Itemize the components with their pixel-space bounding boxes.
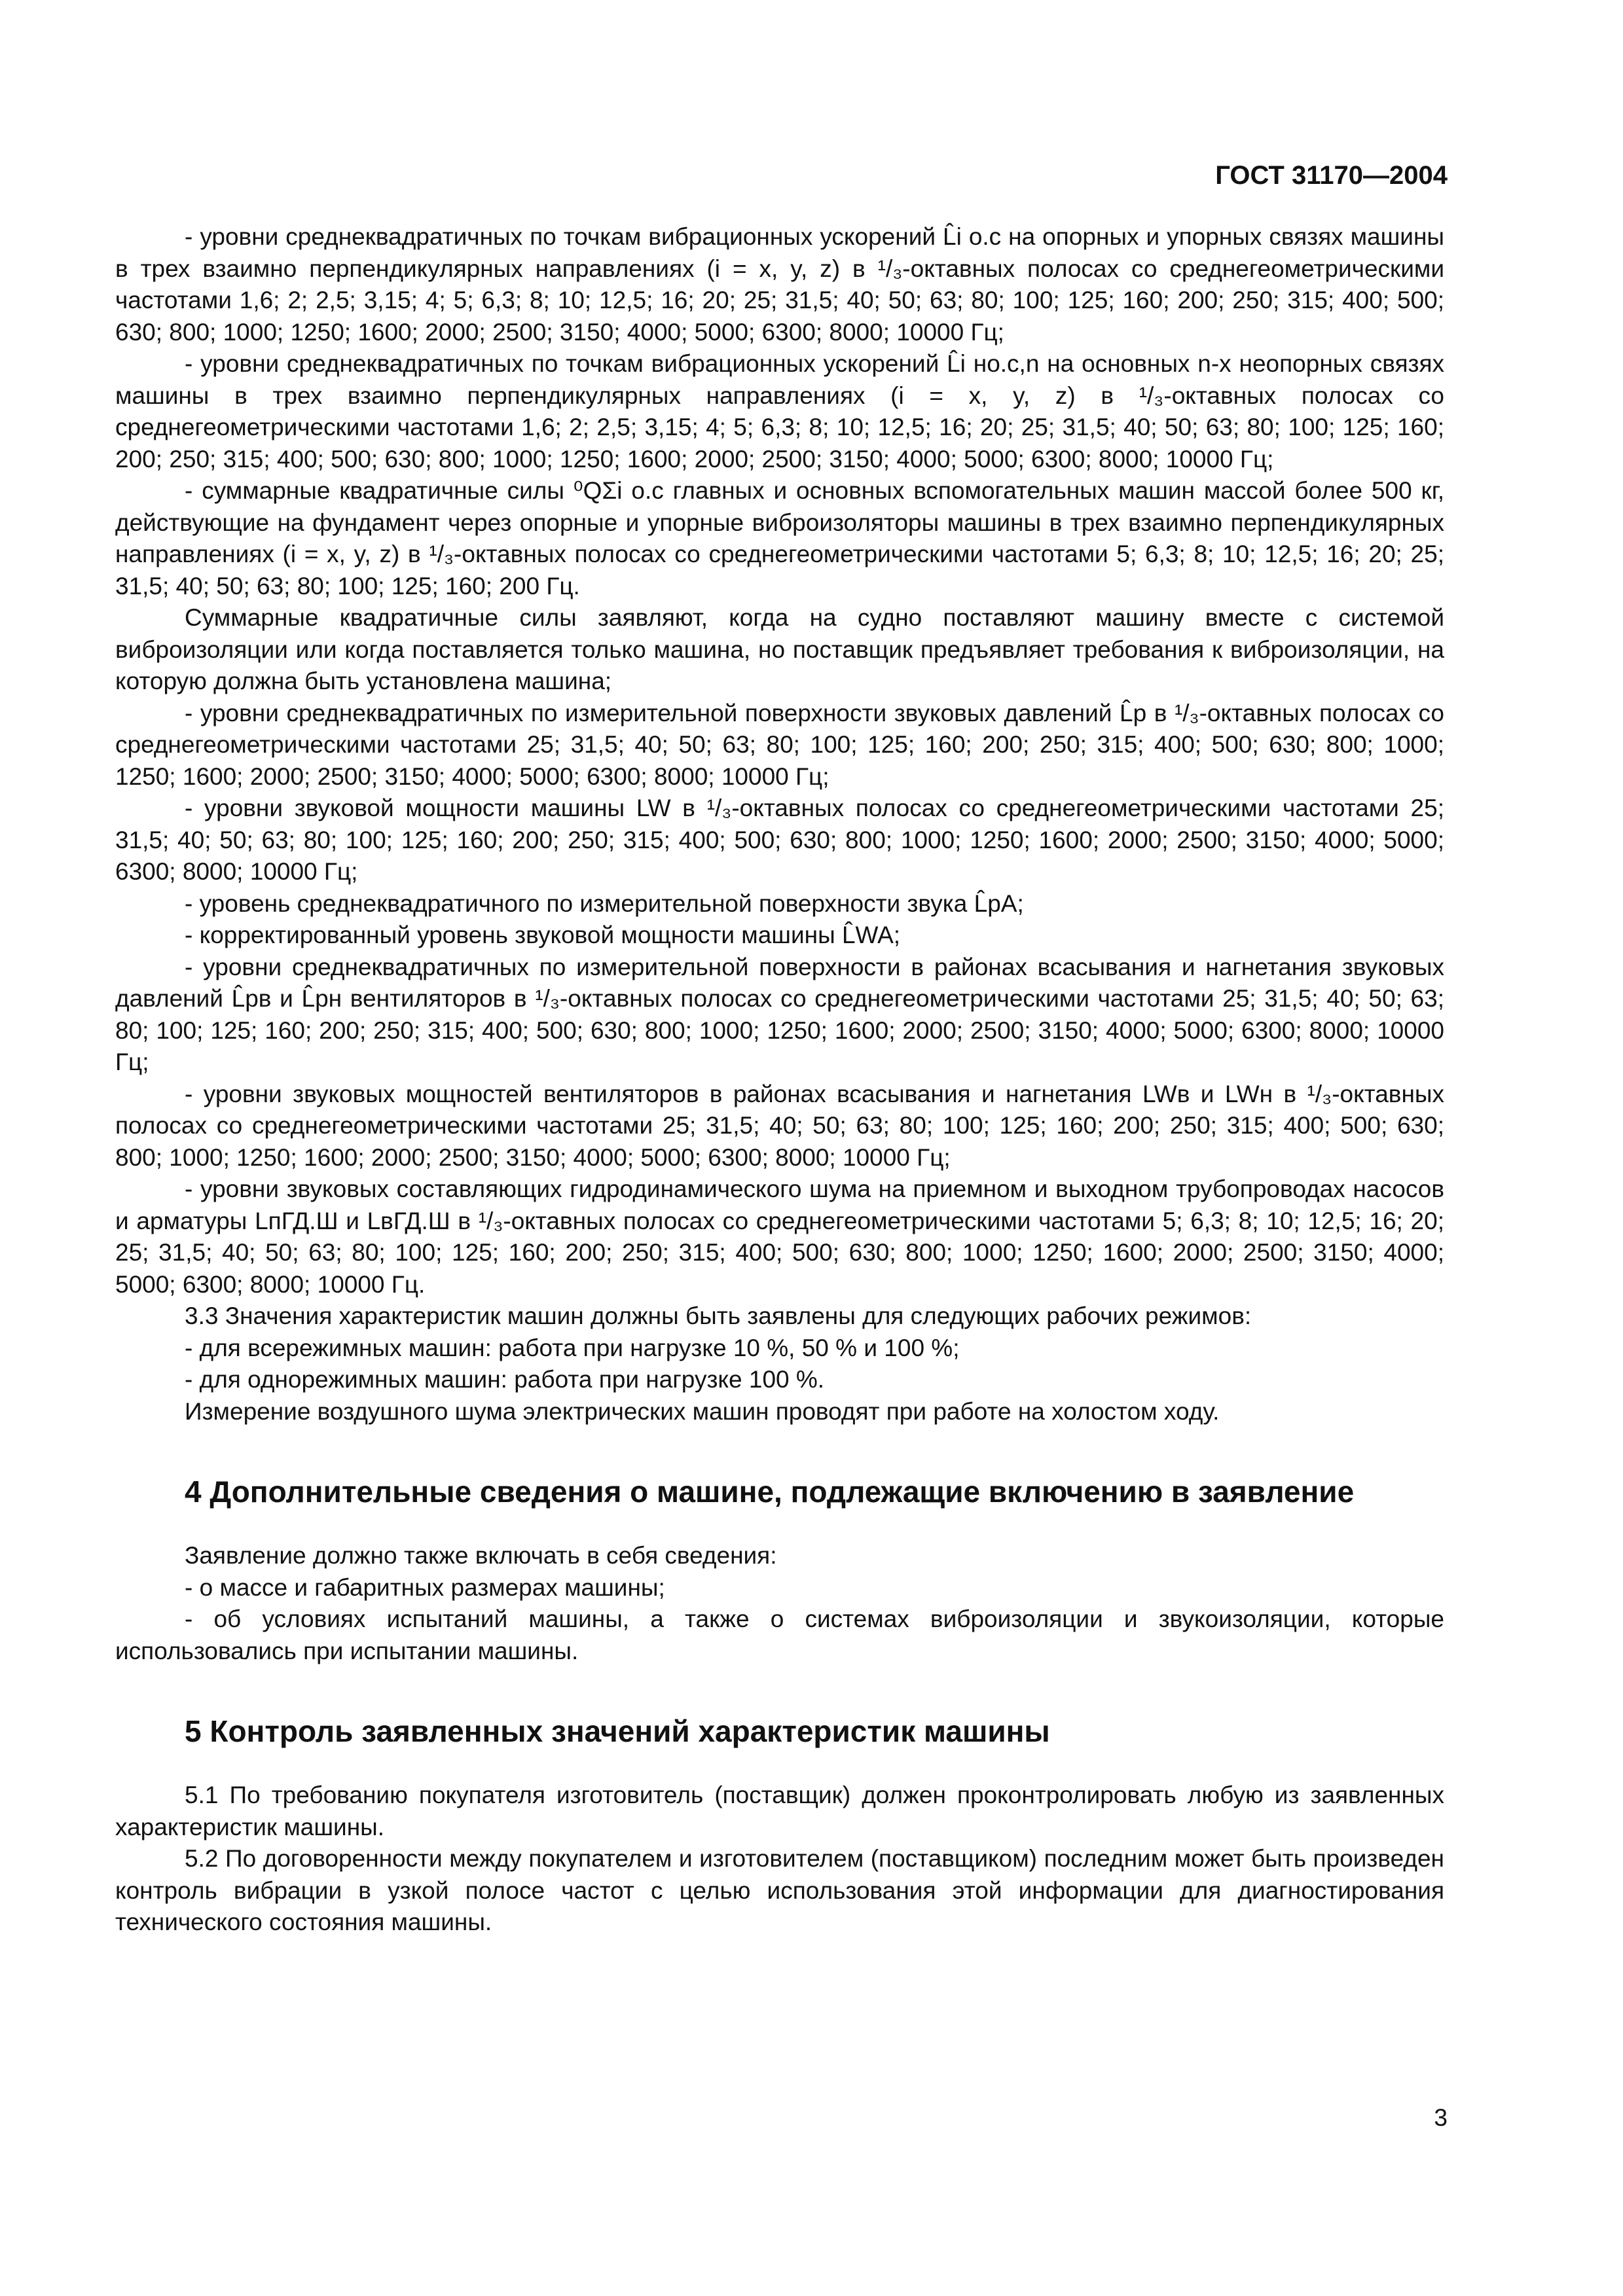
section-5-1: 5.1 По требованию покупателя изготовитель (поставщик) должен проконтролировать любую из заявленных характеристик машины.	[115, 1782, 1444, 1840]
paragraph-forces: - суммарные квадратичные силы ⁰QΣi о.с главных и основных вспомогательных машин массой более 500 кг, действующие на фундамент через опорные и упорные виброизоляторы машины в трех взаимно перпендикулярных направлениях (i = x, y, z) в ¹/₃-октавных полосах со среднегеометрическими частотами 5; 6,3; 8; 10; 12,5; 16; 20; 25; 31,5; 40; 50; 63; 80; 100; 125; 160; 200 Гц.	[115, 477, 1444, 600]
paragraph-3-3: 3.3 Значения характеристик машин должны быть заявлены для следующих рабочих режимов:	[185, 1302, 1252, 1329]
paragraph-sound-level-pa: - уровень среднеквадратичного по измерительной поверхности звука L̂pA;	[185, 889, 1024, 917]
paragraph-vibration-support: - уровни среднеквадратичных по точкам вибрационных ускорений L̂i о.с на опорных и упорных связях машины в трех взаимно перпендикулярных направлениях (i = x, y, z) в ¹/₃-октавных полосах со среднегеометрическими частотами 1,6; 2; 2,5; 3,15; 4; 5; 6,3; 8; 10; 12,5; 16; 20; 25; 31,5; 40; 50; 63; 80; 100; 125; 160; 200; 250; 315; 400; 500; 630; 800; 1000; 1250; 1600; 2000; 2500; 3150; 4000; 5000; 6300; 8000; 10000 Гц;	[115, 223, 1444, 346]
section-5-2: 5.2 По договоренности между покупателем и изготовителем (поставщиком) последним может быть произведен контроль вибрации в узкой полосе частот с целью использования этой информации для диагностирования технического состояния машины.	[115, 1845, 1444, 1935]
paragraph-single-mode: - для однорежимных машин: работа при нагрузке 100 %.	[185, 1366, 825, 1393]
paragraph-vibration-nonsupport: - уровни среднеквадратичных по точкам вибрационных ускорений L̂i но.с,n на основных n-х неопорных связях машины в трех взаимно перпендикулярных направлениях (i = x, y, z) в ¹/₃-октавных полосах со среднегеометрическими частотами 1,6; 2; 2,5; 3,15; 4; 5; 6,3; 8; 10; 12,5; 16; 20; 25; 31,5; 40; 50; 63; 80; 100; 125; 160; 200; 250; 315; 400; 500; 630; 800; 1000; 1250; 1600; 2000; 2500; 3150; 4000; 5000; 6300; 8000; 10000 Гц;	[115, 350, 1444, 473]
paragraph-forces-note: Суммарные квадратичные силы заявляют, когда на судно поставляют машину вместе с системой виброизоляции или когда поставляется только машина, но поставщик предъявляет требования к виброизоляции, на которую должна быть установлена машина;	[115, 604, 1444, 694]
paragraph-all-mode: - для всережимных машин: работа при нагрузке 10 %, 50 % и 100 %;	[185, 1334, 960, 1361]
section-5-heading: 5 Контроль заявленных значений характеристик машины	[185, 1714, 1050, 1748]
section-4-mass: - о массе и габаритных размерах машины;	[185, 1573, 665, 1601]
document-code: ГОСТ 31170—2004	[1215, 161, 1448, 190]
page-content	[115, 221, 1444, 1939]
paragraph-sound-power-wa: - корректированный уровень звуковой мощности машины L̂WA;	[185, 922, 901, 948]
paragraph-fan-power: - уровни звуковых мощностей вентиляторов в районах всасывания и нагнетания LWв и LWн в ¹/₃-октавных полосах со среднегеометрическими частотами 25; 31,5; 40; 50; 63; 80; 100; 125; 160; 200; 250; 315; 400; 500; 630; 800; 1000; 1250; 1600; 2000; 2500; 3150; 4000; 5000; 6300; 8000; 10000 Гц;	[115, 1080, 1444, 1171]
section-4-heading: 4 Дополнительные сведения о машине, подлежащие включению в заявление	[185, 1475, 1355, 1509]
paragraph-airborne-noise: Измерение воздушного шума электрических машин проводят при работе на холостом ходу.	[185, 1397, 1220, 1425]
paragraph-fan-pressure: - уровни среднеквадратичных по измерительной поверхности в районах всасывания и нагнетания звуковых давлений L̂pв и L̂pн вентиляторов в ¹/₃-октавных полосах со среднегеометрическими частотами 25; 31,5; 40; 50; 63; 80; 100; 125; 160; 200; 250; 315; 400; 500; 630; 800; 1000; 1250; 1600; 2000; 2500; 3150; 4000; 5000; 6300; 8000; 10000 Гц;	[115, 953, 1444, 1075]
paragraph-hydrodynamic-noise: - уровни звуковых составляющих гидродинамического шума на приемном и выходном трубопроводах насосов и арматуры LпГД.Ш и LвГД.Ш в ¹/₃-октавных полосах со среднегеометрическими частотами 5; 6,3; 8; 10; 12,5; 16; 20; 25; 31,5; 40; 50; 63; 80; 100; 125; 160; 200; 250; 315; 400; 500; 630; 800; 1000; 1250; 1600; 2000; 2500; 3150; 4000; 5000; 6300; 8000; 10000 Гц.	[115, 1175, 1444, 1298]
paragraph-sound-pressure: - уровни среднеквадратичных по измерительной поверхности звуковых давлений L̂p в ¹/₃-октавных полосах со среднегеометрическими частотами 25; 31,5; 40; 50; 63; 80; 100; 125; 160; 200; 250; 315; 400; 500; 630; 800; 1000; 1250; 1600; 2000; 2500; 3150; 4000; 5000; 6300; 8000; 10000 Гц;	[115, 699, 1444, 790]
paragraph-sound-power: - уровни звуковой мощности машины LW в ¹/₃-октавных полосах со среднегеометрическими частотами 25; 31,5; 40; 50; 63; 80; 100; 125; 160; 200; 250; 315; 400; 500; 630; 800; 1000; 1250; 1600; 2000; 2500; 3150; 4000; 5000; 6300; 8000; 10000 Гц;	[115, 795, 1444, 885]
page-number: 3	[1434, 2104, 1448, 2131]
section-4-conditions: - об условиях испытаний машины, а также о системах виброизоляции и звукоизоляции, которые использовались при испытании машины.	[115, 1605, 1444, 1664]
section-4-intro: Заявление должно также включать в себя сведения:	[185, 1542, 777, 1569]
